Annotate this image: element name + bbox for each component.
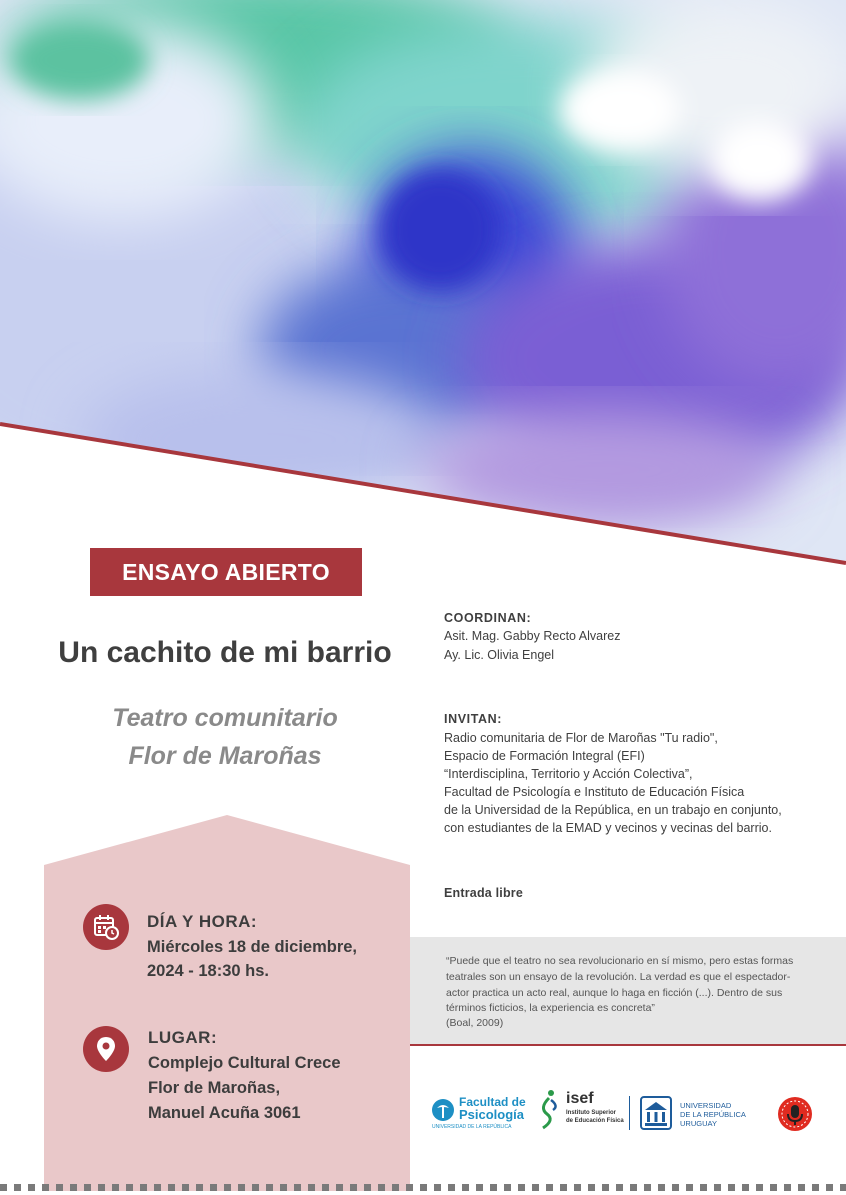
radio-microphone-logo-icon	[777, 1096, 813, 1132]
isef-logo-figure-icon	[535, 1088, 563, 1130]
quote-line-3: actor practica un acto real, aunque lo haga en ficción (...). Dentro de sus	[446, 987, 783, 999]
event-title: Un cachito de mi barrio	[58, 636, 392, 669]
logo-divider	[629, 1096, 630, 1130]
date-line-2: 2024 - 18:30 hs.	[147, 962, 269, 980]
place-label: LUGAR:	[148, 1028, 218, 1047]
location-pin-icon	[83, 1026, 129, 1072]
udelar-logo-line-3: URUGUAY	[680, 1119, 717, 1128]
event-info-panel	[44, 815, 410, 1191]
place-line-3: Manuel Acuña 3061	[148, 1104, 301, 1122]
udelar-logo-line-2: DE LA REPÚBLICA	[680, 1110, 746, 1119]
date-time-label: DÍA Y HORA:	[147, 912, 258, 931]
invitan-line-5: de la Universidad de la República, en un trabajo en conjunto,	[444, 803, 782, 817]
psicologia-logo-icon	[431, 1098, 455, 1122]
quote-line-4: términos ficticios, la experiencia es concreta”	[446, 1002, 655, 1014]
invitan-line-4: Facultad de Psicología e Instituto de Educación Física	[444, 785, 745, 799]
event-type-badge: ENSAYO ABIERTO	[90, 548, 362, 596]
psicologia-logo-line-2: Psicología	[459, 1107, 525, 1122]
invitan-heading: INVITAN:	[444, 712, 503, 726]
invitan-line-1: Radio comunitaria de Flor de Maroñas "Tu radio",	[444, 731, 718, 745]
event-subtitle-line-2: Flor de Maroñas	[128, 742, 322, 770]
calendar-clock-icon	[83, 904, 129, 950]
coordinan-heading: COORDINAN:	[444, 611, 532, 625]
coordinan-line-2: Ay. Lic. Olivia Engel	[444, 648, 555, 662]
quote-line-1: “Puede que el teatro no sea revolucionario en sí mismo, pero estas formas	[446, 955, 794, 967]
udelar-logo-icon	[640, 1096, 672, 1130]
isef-logo-line-3: de Educación Física	[566, 1118, 624, 1124]
psicologia-logo-line-3: UNIVERSIDAD DE LA REPÚBLICA	[432, 1124, 512, 1130]
place-line-2: Flor de Maroñas,	[148, 1079, 281, 1097]
quote-citation: (Boal, 2009)	[446, 1017, 504, 1029]
isef-logo-line-1: isef	[566, 1090, 594, 1107]
place-line-1: Complejo Cultural Crece	[148, 1054, 341, 1072]
date-line-1: Miércoles 18 de diciembre,	[147, 938, 358, 956]
watercolor-header-image	[0, 0, 846, 570]
invitan-line-6: con estudiantes de la EMAD y vecinos y vecinas del barrio.	[444, 821, 772, 835]
invitan-line-2: Espacio de Formación Integral (EFI)	[444, 749, 645, 763]
udelar-logo-line-1: UNIVERSIDAD	[680, 1101, 732, 1110]
psicologia-logo-line-1: Facultad de	[459, 1095, 526, 1109]
event-subtitle-line-1: Teatro comunitario	[112, 704, 338, 732]
isef-logo-line-2: Instituto Superior	[566, 1110, 616, 1116]
coordinan-line-1: Asit. Mag. Gabby Recto Alvarez	[444, 629, 621, 643]
bottom-dashed-border	[0, 1184, 846, 1191]
quote-line-2: teatrales son un ensayo de la revolución. La verdad es que el espectador-	[446, 971, 791, 983]
invitan-line-3: “Interdisciplina, Territorio y Acción Colectiva”,	[444, 767, 693, 781]
entrada-libre: Entrada libre	[444, 886, 524, 900]
